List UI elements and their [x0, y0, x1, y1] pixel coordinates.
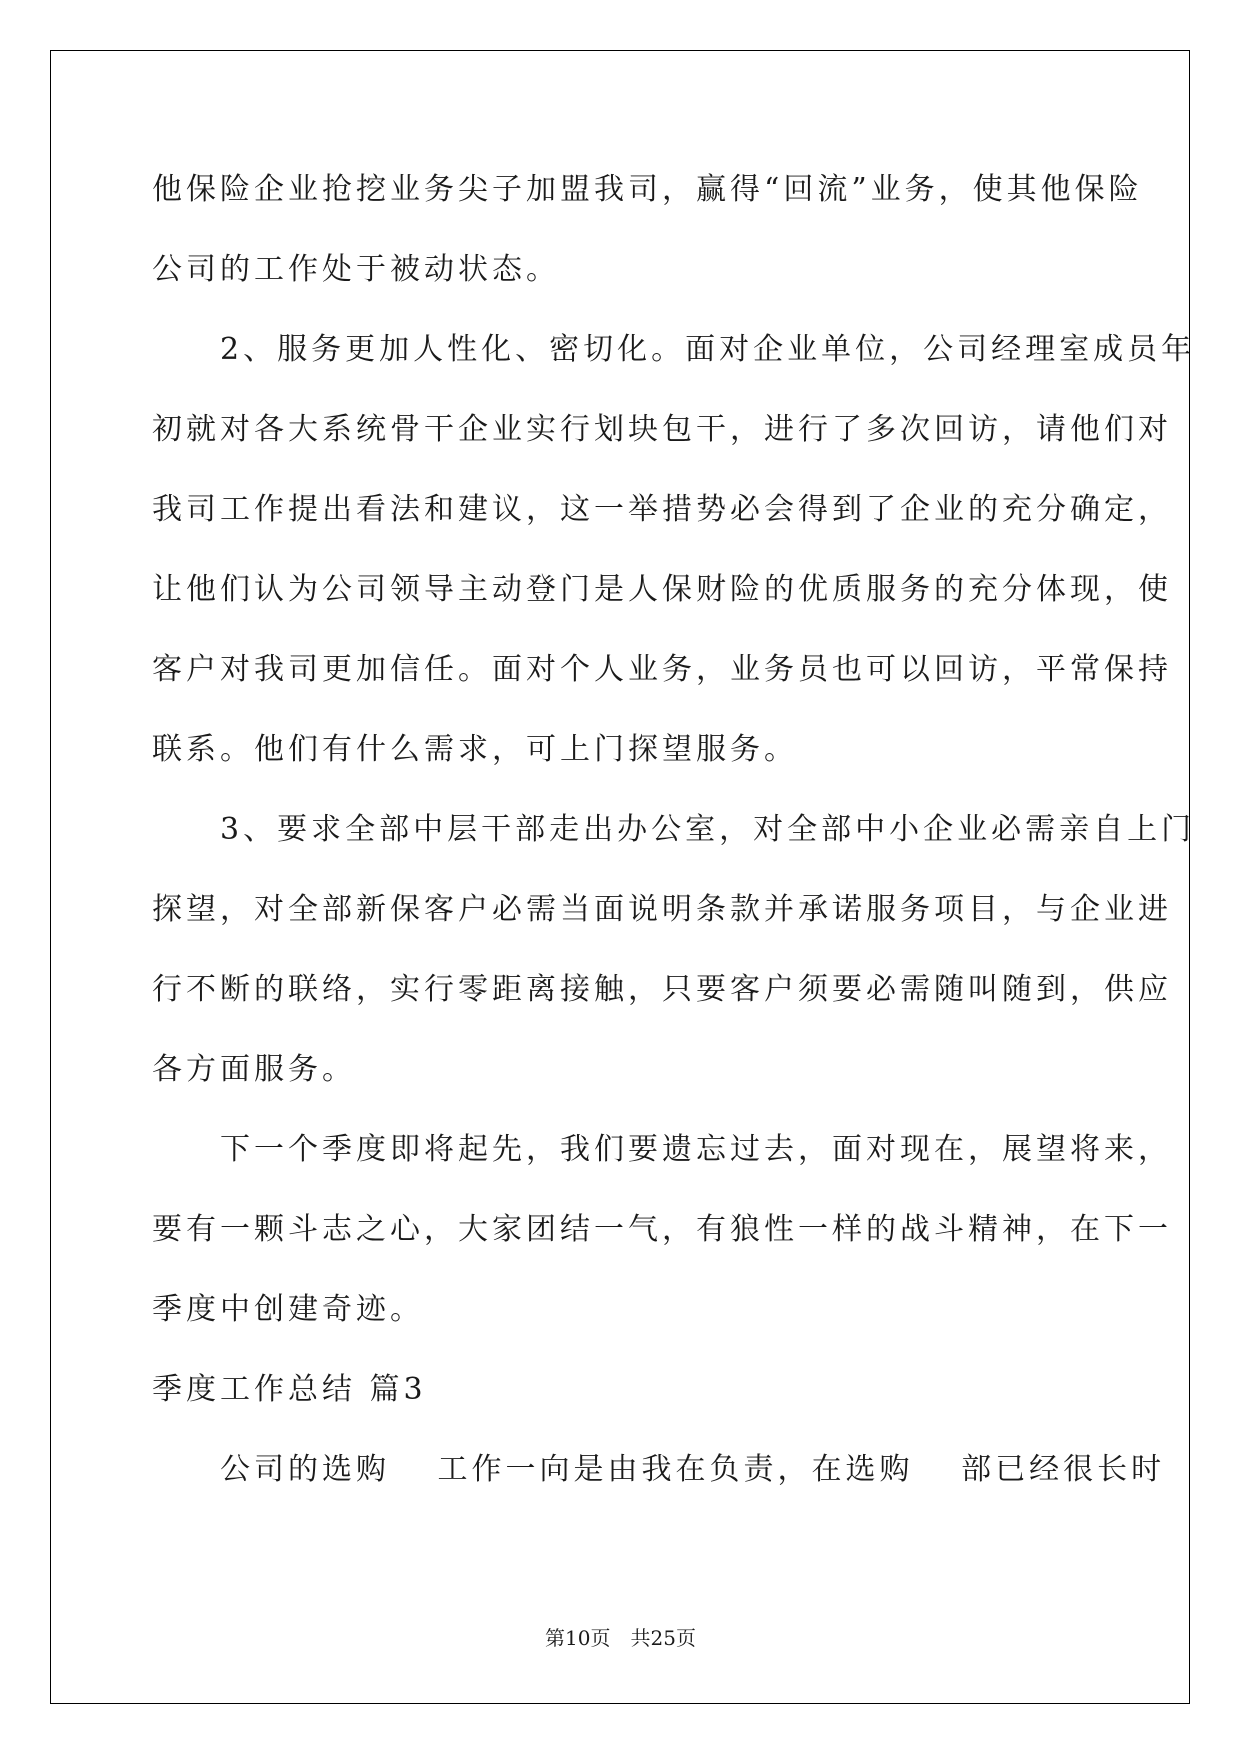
- text-line: 行不断的联络，实行零距离接触，只要客户须要必需随叫随到，供应: [152, 972, 1172, 1007]
- text-line: 各方面服务。: [152, 1052, 356, 1087]
- text-line: 3、要求全部中层干部走出办公室，对全部中小企业必需亲自上门: [152, 812, 1196, 847]
- text-line: 他保险企业抢挖业务尖子加盟我司，赢得“回流”业务，使其他保险: [152, 172, 1143, 207]
- text-line: 让他们认为公司领导主动登门是人保财险的优质服务的充分体现，使: [152, 572, 1172, 607]
- text-line: 下一个季度即将起先，我们要遗忘过去，面对现在，展望将来，: [152, 1132, 1172, 1167]
- text-line: 季度中创建奇迹。: [152, 1292, 424, 1327]
- text-line: 探望，对全部新保客户必需当面说明条款并承诺服务项目，与企业进: [152, 892, 1172, 927]
- text-line: 要有一颗斗志之心，大家团结一气，有狼性一样的战斗精神，在下一: [152, 1212, 1172, 1247]
- text-line: 2、服务更加人性化、密切化。面对企业单位，公司经理室成员年: [152, 332, 1196, 367]
- section-heading: 季度工作总结 篇3: [152, 1372, 427, 1407]
- text-line: 客户对我司更加信任。面对个人业务，业务员也可以回访，平常保持: [152, 652, 1172, 687]
- text-line: 公司的工作处于被动状态。: [152, 252, 560, 287]
- text-line: 初就对各大系统骨干企业实行划块包干，进行了多次回访，请他们对: [152, 412, 1172, 447]
- text-line: 联系。他们有什么需求，可上门探望服务。: [152, 732, 798, 767]
- page-number-footer: 第10页 共25页: [545, 1626, 696, 1650]
- text-line: 公司的选购 工作一向是由我在负责，在选购 部已经很长时: [152, 1452, 1166, 1487]
- text-line: 我司工作提出看法和建议，这一举措势必会得到了企业的充分确定，: [152, 492, 1172, 527]
- document-body: [152, 150, 1196, 1510]
